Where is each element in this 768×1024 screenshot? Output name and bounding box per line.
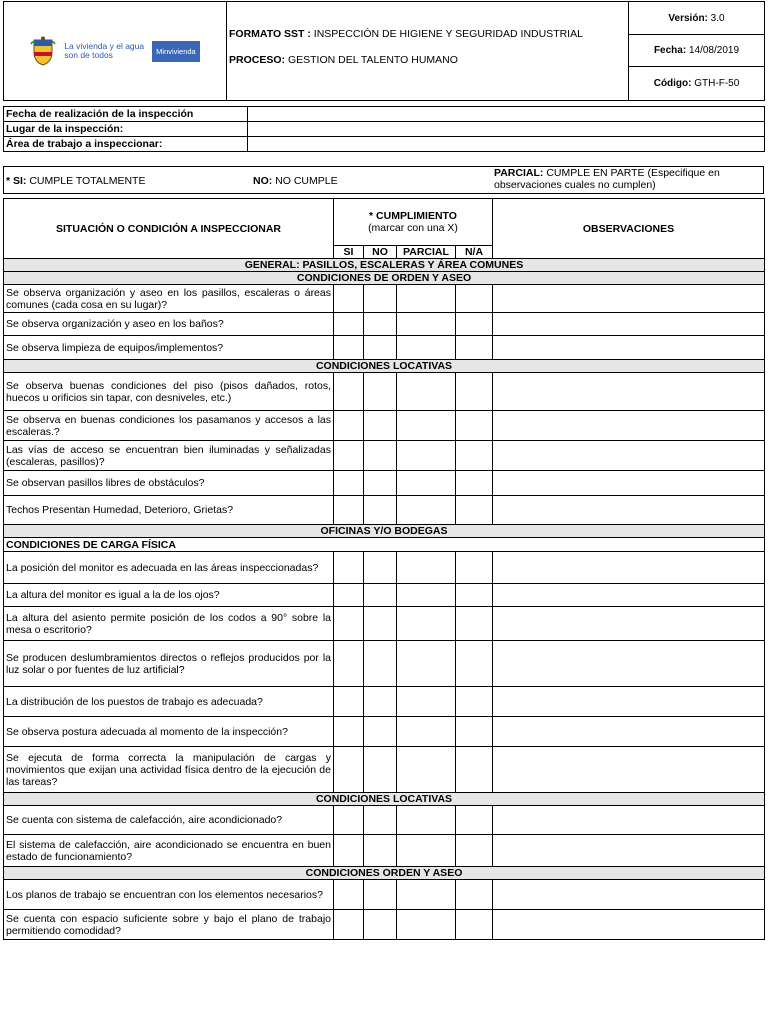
question-text: Los planos de trabajo se encuentran con los elementos necesarios?	[4, 880, 334, 910]
mark-cell-na[interactable]	[456, 285, 493, 313]
header-col-si: SI	[334, 246, 364, 259]
mark-cell-si[interactable]	[334, 747, 364, 793]
observations-cell[interactable]	[493, 584, 765, 607]
mark-cell-no[interactable]	[364, 471, 397, 496]
mark-cell-no[interactable]	[364, 910, 397, 940]
mark-cell-si[interactable]	[334, 313, 364, 336]
mark-cell-na[interactable]	[456, 584, 493, 607]
mark-cell-na[interactable]	[456, 441, 493, 471]
checklist-row	[4, 313, 765, 336]
format-info-cell	[227, 2, 629, 101]
header-observaciones: OBSERVACIONES	[493, 199, 765, 259]
observations-cell[interactable]	[493, 880, 765, 910]
question-text: Se observa limpieza de equipos/implementos?	[4, 336, 334, 360]
mark-cell-parcial[interactable]	[397, 411, 456, 441]
section-title: CONDICIONES DE ORDEN Y ASEO	[4, 272, 765, 285]
observations-cell[interactable]	[493, 806, 765, 835]
checklist-row	[4, 285, 765, 313]
mark-cell-si[interactable]	[334, 552, 364, 584]
mark-cell-no[interactable]	[364, 336, 397, 360]
header-situacion: SITUACIÓN O CONDICIÓN A INSPECCIONAR	[4, 199, 334, 259]
subsection-title: CONDICIONES DE CARGA FÍSICA	[4, 538, 765, 552]
observations-cell[interactable]	[493, 285, 765, 313]
mark-cell-na[interactable]	[456, 806, 493, 835]
question-text: Se observa organización y aseo en los baños?	[4, 313, 334, 336]
checklist-row	[4, 806, 765, 835]
question-text: La posición del monitor es adecuada en las áreas inspeccionadas?	[4, 552, 334, 584]
mark-cell-no[interactable]	[364, 607, 397, 641]
mark-cell-si[interactable]	[334, 411, 364, 441]
mark-cell-parcial[interactable]	[397, 336, 456, 360]
mark-cell-si[interactable]	[334, 441, 364, 471]
checklist-row	[4, 910, 765, 940]
checklist-row	[4, 336, 765, 360]
checklist-row	[4, 880, 765, 910]
mark-cell-si[interactable]	[334, 910, 364, 940]
mark-cell-no[interactable]	[364, 687, 397, 717]
mark-cell-na[interactable]	[456, 552, 493, 584]
mark-cell-si[interactable]	[334, 880, 364, 910]
mark-cell-si[interactable]	[334, 641, 364, 687]
section-title: OFICINAS Y/O BODEGAS	[4, 525, 765, 538]
question-text: Se cuenta con sistema de calefacción, aire acondicionado?	[4, 806, 334, 835]
mark-cell-na[interactable]	[456, 411, 493, 441]
mark-cell-parcial[interactable]	[397, 552, 456, 584]
mark-cell-si[interactable]	[334, 471, 364, 496]
info-value-field[interactable]	[248, 107, 765, 122]
mark-cell-no[interactable]	[364, 552, 397, 584]
date-value: 14/08/2019	[688, 45, 740, 56]
mark-cell-si[interactable]	[334, 607, 364, 641]
checklist-row	[4, 496, 765, 525]
mark-cell-parcial[interactable]	[397, 441, 456, 471]
format-label: FORMATO SST :	[229, 28, 311, 40]
mark-cell-si[interactable]	[334, 285, 364, 313]
question-text: Se cuenta con espacio suficiente sobre y bajo el plano de trabajo permitiendo comodidad?	[4, 910, 334, 940]
checklist-row	[4, 411, 765, 441]
legend-box	[3, 166, 764, 194]
question-text: Se observa postura adecuada al momento de la inspección?	[4, 717, 334, 747]
info-label: Lugar de la inspección:	[4, 122, 248, 137]
observations-cell[interactable]	[493, 687, 765, 717]
section-title: CONDICIONES ORDEN Y ASEO	[4, 867, 765, 880]
mark-cell-no[interactable]	[364, 496, 397, 525]
mark-cell-parcial[interactable]	[397, 747, 456, 793]
mark-cell-na[interactable]	[456, 471, 493, 496]
checklist-row	[4, 641, 765, 687]
observations-cell[interactable]	[493, 411, 765, 441]
mark-cell-si[interactable]	[334, 336, 364, 360]
legend-parcial-label: PARCIAL:	[494, 167, 544, 179]
version-cell	[629, 2, 765, 35]
question-text: La altura del asiento permite posición de los codos a 90° sobre la mesa o escritorio?	[4, 607, 334, 641]
checklist-row	[4, 373, 765, 411]
legend-si	[6, 175, 145, 187]
logo-text-line2: son de todos	[64, 50, 113, 60]
mark-cell-no[interactable]	[364, 285, 397, 313]
info-row	[4, 137, 765, 152]
question-text: Las vías de acceso se encuentran bien iluminadas y señalizadas (escaleras, pasillos)?	[4, 441, 334, 471]
info-label: Área de trabajo a inspeccionar:	[4, 137, 248, 152]
question-text: Se observa en buenas condiciones los pasamanos y accesos a las escaleras.?	[4, 411, 334, 441]
section-header-row	[4, 525, 765, 538]
observations-cell[interactable]	[493, 641, 765, 687]
section-title: CONDICIONES LOCATIVAS	[4, 360, 765, 373]
section-header-row	[4, 793, 765, 806]
logo-text-line1: La vivienda y el agua	[64, 41, 145, 51]
mark-cell-parcial[interactable]	[397, 641, 456, 687]
date-label: Fecha:	[653, 45, 687, 56]
mark-cell-parcial[interactable]	[397, 285, 456, 313]
mark-cell-na[interactable]	[456, 910, 493, 940]
question-text: Se observa buenas condiciones del piso (pisos dañados, rotos, huecos u orificios sin tapar, con desniveles, etc.)	[4, 373, 334, 411]
mark-cell-parcial[interactable]	[397, 584, 456, 607]
inspection-checklist-table	[3, 198, 765, 940]
process-label: PROCESO:	[229, 54, 286, 66]
logo-cell	[4, 2, 227, 101]
observations-cell[interactable]	[493, 910, 765, 940]
date-cell	[629, 35, 765, 67]
mark-cell-na[interactable]	[456, 313, 493, 336]
question-text: Se ejecuta de forma correcta la manipulación de cargas y movimientos que exijan una actividad física dentro de la ejecución de las tareas?	[4, 747, 334, 793]
mark-cell-no[interactable]	[364, 441, 397, 471]
question-text: Se observan pasillos libres de obstáculos?	[4, 471, 334, 496]
checklist-row	[4, 747, 765, 793]
legend-no	[253, 175, 338, 187]
mark-cell-na[interactable]	[456, 880, 493, 910]
minvivienda-badge: Minvivienda	[152, 41, 200, 62]
document-header	[3, 1, 765, 101]
info-row	[4, 107, 765, 122]
observations-cell[interactable]	[493, 471, 765, 496]
info-row	[4, 122, 765, 137]
header-col-na: N/A	[456, 246, 493, 259]
mark-cell-no[interactable]	[364, 584, 397, 607]
mark-cell-na[interactable]	[456, 336, 493, 360]
legend-parcial-text: CUMPLE EN PARTE (Especifique en observaciones cuales no cumplen)	[494, 167, 720, 191]
observations-cell[interactable]	[493, 717, 765, 747]
mark-cell-parcial[interactable]	[397, 496, 456, 525]
mark-cell-no[interactable]	[364, 641, 397, 687]
legend-no-label: NO:	[253, 175, 273, 187]
mark-cell-no[interactable]	[364, 717, 397, 747]
info-label: Fecha de realización de la inspección	[4, 107, 248, 122]
observations-cell[interactable]	[493, 441, 765, 471]
header-col-parcial: PARCIAL	[397, 246, 456, 259]
mark-cell-si[interactable]	[334, 687, 364, 717]
mark-cell-no[interactable]	[364, 880, 397, 910]
mark-cell-no[interactable]	[364, 411, 397, 441]
header-cumplimiento-title: * CUMPLIMIENTO	[369, 210, 457, 222]
mark-cell-no[interactable]	[364, 747, 397, 793]
mark-cell-si[interactable]	[334, 835, 364, 867]
header-cumplimiento	[334, 199, 493, 246]
mark-cell-parcial[interactable]	[397, 313, 456, 336]
question-text: Se observa organización y aseo en los pasillos, escaleras o áreas comunes (cada cosa en su lugar)?	[4, 285, 334, 313]
mark-cell-parcial[interactable]	[397, 687, 456, 717]
mark-cell-parcial[interactable]	[397, 910, 456, 940]
observations-cell[interactable]	[493, 552, 765, 584]
mark-cell-parcial[interactable]	[397, 373, 456, 411]
mark-cell-si[interactable]	[334, 717, 364, 747]
mark-cell-na[interactable]	[456, 496, 493, 525]
mark-cell-no[interactable]	[364, 313, 397, 336]
observations-cell[interactable]	[493, 336, 765, 360]
legend-no-text: NO CUMPLE	[275, 175, 338, 187]
legend-si-label: * SI:	[6, 175, 27, 187]
checklist-row	[4, 687, 765, 717]
question-text: Techos Presentan Humedad, Deterioro, Grietas?	[4, 496, 334, 525]
mark-cell-na[interactable]	[456, 373, 493, 411]
observations-cell[interactable]	[493, 747, 765, 793]
coat-of-arms-icon	[30, 36, 56, 66]
checklist-row	[4, 441, 765, 471]
checklist-row	[4, 607, 765, 641]
mark-cell-na[interactable]	[456, 747, 493, 793]
info-value-field[interactable]	[248, 137, 765, 152]
section-header-row	[4, 259, 765, 272]
header-cumplimiento-sub: (marcar con una X)	[368, 222, 458, 234]
logo-text	[64, 42, 144, 60]
mark-cell-no[interactable]	[364, 835, 397, 867]
observations-cell[interactable]	[493, 496, 765, 525]
question-text: La altura del monitor es igual a la de los ojos?	[4, 584, 334, 607]
process-value: GESTION DEL TALENTO HUMANO	[287, 54, 458, 66]
mark-cell-no[interactable]	[364, 373, 397, 411]
code-value: GTH-F-50	[694, 78, 740, 89]
info-value-field[interactable]	[248, 122, 765, 137]
question-text: La distribución de los puestos de trabajo es adecuada?	[4, 687, 334, 717]
mark-cell-parcial[interactable]	[397, 607, 456, 641]
mark-cell-na[interactable]	[456, 641, 493, 687]
mark-cell-na[interactable]	[456, 687, 493, 717]
subsection-header-row	[4, 538, 765, 552]
observations-cell[interactable]	[493, 313, 765, 336]
header-col-no: NO	[364, 246, 397, 259]
mark-cell-si[interactable]	[334, 496, 364, 525]
mark-cell-na[interactable]	[456, 717, 493, 747]
observations-cell[interactable]	[493, 607, 765, 641]
code-cell	[629, 67, 765, 101]
checklist-row	[4, 584, 765, 607]
checklist-row	[4, 471, 765, 496]
mark-cell-si[interactable]	[334, 806, 364, 835]
checklist-row	[4, 552, 765, 584]
section-header-row	[4, 867, 765, 880]
section-title: CONDICIONES LOCATIVAS	[4, 793, 765, 806]
legend-parcial	[494, 167, 762, 191]
section-header-row	[4, 272, 765, 285]
legend-si-text: CUMPLE TOTALMENTE	[29, 175, 146, 187]
mark-cell-si[interactable]	[334, 373, 364, 411]
format-value: INSPECCIÓN DE HIGIENE Y SEGURIDAD INDUSTRIAL	[313, 28, 583, 40]
section-header-row	[4, 360, 765, 373]
mark-cell-no[interactable]	[364, 806, 397, 835]
inspection-info-table	[3, 106, 765, 152]
observations-cell[interactable]	[493, 373, 765, 411]
mark-cell-parcial[interactable]	[397, 835, 456, 867]
code-label: Código:	[653, 78, 692, 89]
mark-cell-na[interactable]	[456, 835, 493, 867]
mark-cell-parcial[interactable]	[397, 806, 456, 835]
checklist-row	[4, 717, 765, 747]
mark-cell-na[interactable]	[456, 607, 493, 641]
question-text: El sistema de calefacción, aire acondicionado se encuentra en buen estado de funcionamiento?	[4, 835, 334, 867]
version-value: 3.0	[710, 12, 725, 24]
checklist-row	[4, 835, 765, 867]
section-title: GENERAL: PASILLOS, ESCALERAS Y ÁREA COMUNES	[4, 259, 765, 272]
question-text: Se producen deslumbramientos directos o reflejos producidos por la luz solar o por fuentes de luz artificial?	[4, 641, 334, 687]
version-label: Versión:	[668, 12, 708, 24]
observations-cell[interactable]	[493, 835, 765, 867]
mark-cell-parcial[interactable]	[397, 717, 456, 747]
mark-cell-parcial[interactable]	[397, 471, 456, 496]
mark-cell-si[interactable]	[334, 584, 364, 607]
mark-cell-parcial[interactable]	[397, 880, 456, 910]
